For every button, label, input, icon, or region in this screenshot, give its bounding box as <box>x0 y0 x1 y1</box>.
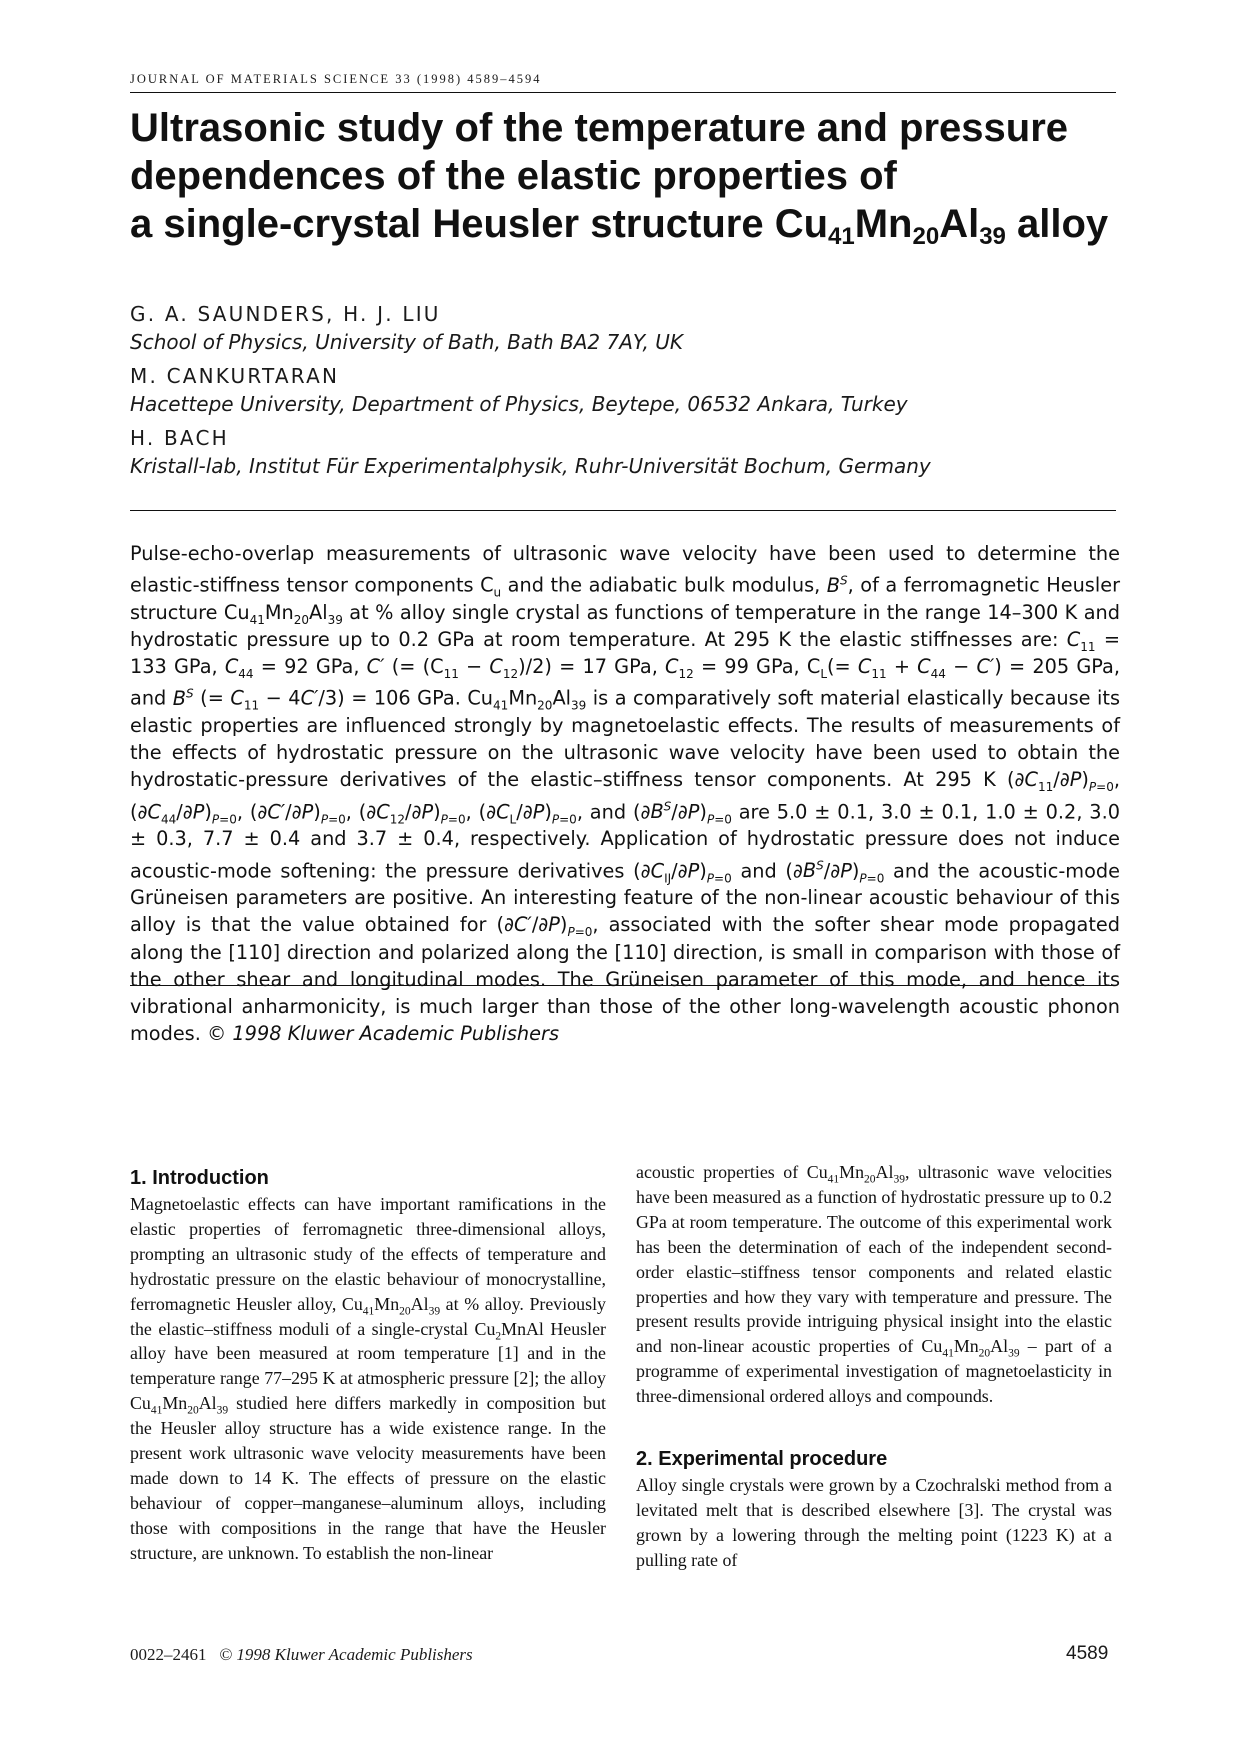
author-name: H. BACH <box>130 426 229 450</box>
author-affiliation: Hacettepe University, Department of Physics, Beytepe, 06532 Ankara, Turkey <box>130 392 908 416</box>
title-line-2: dependences of the elastic properties of <box>130 154 897 198</box>
abstract-top-rule <box>130 510 1116 511</box>
paper-title <box>130 104 1130 248</box>
title-line-1: Ultrasonic study of the temperature and pressure <box>130 106 1069 150</box>
author-name: M. CANKURTARAN <box>130 364 340 388</box>
right-column <box>636 1160 1112 1573</box>
intro-paragraph: Magnetoelastic effects can have important ramifications in the elastic properties of ferromagnetic three-dimensional alloys, prompting an ultrasonic study of the effects of temperature and hydrostatic pressure on the elastic behaviour of monocrystalline, ferromagnetic Heusler alloy, $Cu_{41}Mn_{20}Al_{39}$ at % alloy. Previously the elastic–stiffness moduli of a single-crystal $Cu_2MnAl$ Heusler alloy have been measured at room temperature [1] and in the temperature range 77–295 K at atmospheric pressure [2]; the alloy $Cu_{41}Mn_{20}Al_{39}$ studied here differs markedly in composition but the Heusler alloy structure has a wide existence range. In the present work ultrasonic wave velocity measurements have been made down to 14 K. The effects of pressure on the elastic behaviour of copper–manganese–aluminum alloys, including those with compositions in the range that have the Heusler structure, are unknown. To establish the non-linear <box>130 1194 607 1563</box>
left-column <box>130 1166 606 1566</box>
abstract: Pulse-echo-overlap measurements of ultrasonic wave velocity have been used to determine the elastic-stiffness tensor components $C_u$ and the adiabatic bulk modulus, $B^S$, of a ferromagnetic Heusler structure $Cu_{41}Mn_{20}Al_{39}$ at % alloy single crystal as functions of temperature in the range 14–300 K and hydrostatic pressure up to 0.2 GPa at room temperature. At 295 K the elastic stiffnesses are: $C_{11} = 133$ GPa, $C_{44} = 92$ GPa, C′ (= $(C_{11} - C_{12})/2) = 17$ GPa, $C_{12} = 99$ GPa, $C_L(= C_{11} + C_{44} - C') = 205$ GPa, and $B^S$ (= $C_{11} - 4C'/3) = 106$ GPa. $Cu_{41}Mn_{20}Al_{39}$ is a comparatively soft material elastically because its elastic properties are influenced strongly by magnetoelastic effects. The results of measurements of the effects of hydrostatic pressure on the ultrasonic wave velocity have been used to obtain the hydrostatic-pressure derivatives of the elastic–stiffness tensor components. At 295 K $(\partial C_{11}/\partial P)_{P=0}$, $(\partial C_{44}/\partial P)_{P=0}$, $(\partial C'/\partial P)_{P=0}$, $(\partial C_{12}/\partial P)_{P=0}$, $(\partial C_L/\partial P)_{P=0}$, and $(\partial B^S/\partial P)_{P=0}$ are 5.0 ± 0.1, 3.0 ± 0.1, 1.0 ± 0.2, 3.0 ± 0.3, 7.7 ± 0.4 and 3.7 ± 0.4, respectively. Application of hydrostatic pressure does not induce acoustic-mode softening: the pressure derivatives $(\partial C_{IJ}/\partial P)_{P=0}$ and $(\partial B^S/\partial P)_{P=0}$ and the acoustic-mode Grüneisen parameters are positive. An interesting feature of the non-linear acoustic behaviour of this alloy is that the value obtained for $(\partial C'/\partial P)_{P=0}$, associated with the softer shear mode propagated along the [110] direction and polarized along the [110] direction, is small in comparison with those of the other shear and longitudinal modes. The Grüneisen parameter of this mode, and hence its vibrational anharmonicity, is much larger than those of the other long-wavelength acoustic phonon modes. © 1998 Kluwer Academic Publishers <box>130 542 1121 1046</box>
author-affiliation: Kristall-lab, Institut Für Experimentalphysik, Ruhr-Universität Bochum, Germany <box>130 454 931 478</box>
footer-issn: 0022–2461 © 1998 Kluwer Academic Publishers <box>130 1645 473 1664</box>
intro-continuation: acoustic properties of $Cu_{41}Mn_{20}Al_{39}$, ultrasonic wave velocities have been measured as a function of hydrostatic pressure up to 0.2 GPa at room temperature. The outcome of this experimental work has been the determination of each of the independent second-order elastic–stiffness tensor components and related elastic properties and how they vary with temperature and pressure. The present results provide intriguing physical insight into the elastic and non-linear acoustic properties of $Cu_{41}Mn_{20}Al_{39}$ – part of a programme of experimental investigation of magnetoelasticity in three-dimensional ordered alloys and compounds. <box>636 1162 1112 1407</box>
section-heading: 1. Introduction <box>130 1167 269 1189</box>
abstract-bottom-rule <box>130 985 1116 986</box>
header-rule <box>130 92 1116 93</box>
author-name: G. A. SAUNDERS, H. J. LIU <box>130 302 441 326</box>
footer-copyright: © 1998 Kluwer Academic Publishers <box>219 1645 473 1664</box>
title-line-3: a single-crystal Heusler structure $Cu_{41}Mn_{20}Al_{39}$ alloy <box>130 202 1109 250</box>
page-number: 4589 <box>1066 1643 1109 1664</box>
experimental-paragraph: Alloy single crystals were grown by a Czochralski method from a levitated melt that is described elsewhere [3]. The crystal was grown by a lowering through the melting point (1223 K) at a pulling rate of <box>636 1475 1112 1570</box>
author-block <box>130 300 931 486</box>
author-affiliation: School of Physics, University of Bath, Bath BA2 7AY, UK <box>130 330 684 354</box>
abstract-publisher: 1998 Kluwer Academic Publishers <box>232 1022 559 1046</box>
journal-header: JOURNAL OF MATERIALS SCIENCE 33 (1998) 4589–4594 <box>130 72 542 86</box>
section-heading: 2. Experimental procedure <box>636 1448 888 1471</box>
